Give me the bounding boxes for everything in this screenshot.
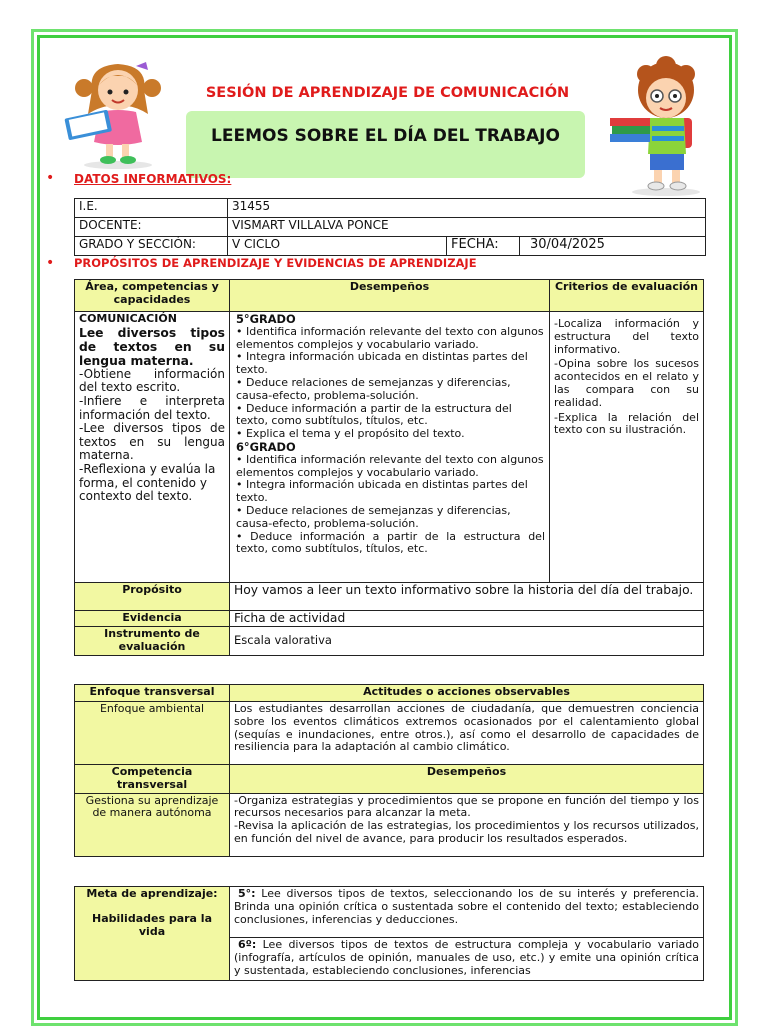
propositos-table <box>74 279 704 656</box>
section-propositos-title: PROPÓSITOS DE APRENDIZAJE Y EVIDENCIAS DE APRENDIZAJE <box>74 256 477 270</box>
enfoque-value: Enfoque ambiental <box>75 702 230 765</box>
instrumento-value: Escala valorativa <box>230 627 704 656</box>
enfoque-table <box>74 684 704 857</box>
desempeno-item: • Integra información ubicada en distintas partes del texto. <box>236 478 528 505</box>
competencia: Lee diversos tipos de textos en su lengua materna. <box>79 325 225 368</box>
grado-value: V CICLO <box>228 237 447 256</box>
docente-value: VISMART VILLALVA PONCE <box>228 218 706 237</box>
evidencia-value: Ficha de actividad <box>230 611 704 627</box>
instrumento-label: Instrumento de evaluación <box>75 627 230 656</box>
fecha-label: FECHA: <box>447 237 520 256</box>
header-enfoque: Enfoque transversal <box>75 685 230 702</box>
header-area: Área, competencias y capacidades <box>75 280 230 312</box>
desempeno-transversal-item: -Organiza estrategias y procedimientos que se propone en función del tiempo y los recursos necesarios para alcanzar la meta. <box>234 793 699 820</box>
bullet-icon: • <box>46 255 55 271</box>
competencia-transversal-value: Gestiona su aprendizaje de manera autónoma <box>75 793 230 856</box>
capacidad: -Reflexiona y evalúa la forma, el contenido y contexto del texto. <box>79 461 216 504</box>
proposito-label: Propósito <box>75 583 230 611</box>
meta-5-cell <box>230 887 704 938</box>
evidencia-label: Evidencia <box>75 611 230 627</box>
capacidad: -Lee diversos tipos de textos en su lengua materna. <box>79 421 225 463</box>
capacidad: -Infiere e interpreta información del texto. <box>79 393 225 422</box>
desempeno-item: • Deduce relaciones de semejanzas y diferencias, causa-efecto, problema-solución. <box>236 503 511 530</box>
desempeno-item: • Explica el tema y el propósito del texto. <box>236 427 465 441</box>
meta-5-text: Lee diversos tipos de textos, seleccionando los de su interés y preferencia. Brinda una opinión crítica o sustentada sobre el contenido del texto; estableciendo conclusiones, inferencias y deducciones. <box>234 887 699 926</box>
meta-6-text: Lee diversos tipos de textos de estructura compleja y vocabulario variado (infografía, artículos de opinión, manuales de uso, etc.) y emite una opinión crítica y sustentada, estableciendo conclusiones, inferencias <box>234 938 699 977</box>
desempeno-item: • Deduce información a partir de la estructura del texto, como subtítulos, títulos, etc. <box>236 401 512 428</box>
ie-label: I.E. <box>75 199 228 218</box>
criterios-cell <box>550 312 704 583</box>
desempenos-transversal-cell <box>230 793 704 856</box>
header-competencia-transversal: Competencia transversal <box>75 765 230 794</box>
header-desempenos-transversal: Desempeños <box>230 765 704 794</box>
boy-with-books-illustration <box>608 56 718 196</box>
fecha-value: 30/04/2025 <box>520 237 706 256</box>
desempeno-item: • Identifica información relevante del texto con algunos elementos complejos y vocabulario variado. <box>236 324 544 351</box>
area-cell <box>75 312 230 583</box>
area-title: COMUNICACIÓN <box>79 312 177 325</box>
criterio-item: -Explica la relación del texto con su ilustración. <box>554 410 699 437</box>
main-title: LEEMOS SOBRE EL DÍA DEL TRABAJO <box>211 126 560 146</box>
section-datos-title: DATOS INFORMATIVOS: <box>74 172 232 186</box>
meta-6-cell <box>230 938 704 981</box>
session-title: SESIÓN DE APRENDIZAJE DE COMUNICACIÓN <box>205 85 570 101</box>
grado5-title: 5°GRADO <box>236 312 296 326</box>
meta-labels-cell <box>75 887 230 981</box>
habilidades-label: Habilidades para la vida <box>92 911 212 938</box>
meta-5-grade: 5°: <box>238 887 256 900</box>
header-actitudes: Actitudes o acciones observables <box>230 685 704 702</box>
desempeno-item: • Deduce información a partir de la estructura del texto, como subtítulos, títulos, etc. <box>236 529 545 556</box>
main-title-box <box>186 111 585 178</box>
desempeno-item: • Identifica información relevante del texto con algunos elementos complejos y vocabulario variado. <box>236 452 544 479</box>
girl-reading-illustration <box>62 58 174 170</box>
desempeno-transversal-item: -Revisa la aplicación de las estrategias, los procedimientos y los recursos utilizados, en función del nivel de avance, para producir los resultados esperados. <box>234 819 699 845</box>
header-criterios: Criterios de evaluación <box>550 280 704 312</box>
desempenos-cell <box>230 312 550 583</box>
bullet-icon: • <box>46 170 55 186</box>
docente-label: DOCENTE: <box>75 218 228 237</box>
ie-value: 31455 <box>228 199 706 218</box>
criterio-item: -Opina sobre los sucesos acontecidos en el relato y las compara con su realidad. <box>554 357 699 409</box>
criterio-item: -Localiza información y estructura del texto informativo. <box>554 317 699 356</box>
meta-6-grade: 6º: <box>238 938 257 951</box>
actitudes-value: Los estudiantes desarrollan acciones de ciudadanía, que demuestren conciencia sobre los eventos climáticos extremos ocasionados por el calentamiento global (sequías e inundaciones, entre otros.), así como el desarrollo de capacidades de resiliencia para la adaptación al cambio climático. <box>230 702 704 765</box>
desempeno-item: • Deduce relaciones de semejanzas y diferencias, causa-efecto, problema-solución. <box>236 375 511 402</box>
header-desempenos: Desempeños <box>230 280 550 312</box>
info-table <box>74 198 706 256</box>
meta-label: Meta de aprendizaje: <box>86 887 218 900</box>
desempeno-item: • Integra información ubicada en distintas partes del texto. <box>236 350 528 377</box>
grado-label: GRADO Y SECCIÓN: <box>75 237 228 256</box>
capacidad: -Obtiene información del texto escrito. <box>79 366 225 395</box>
proposito-value: Hoy vamos a leer un texto informativo sobre la historia del día del trabajo. <box>230 583 704 611</box>
meta-table <box>74 886 704 981</box>
grado6-title: 6°GRADO <box>236 439 296 454</box>
